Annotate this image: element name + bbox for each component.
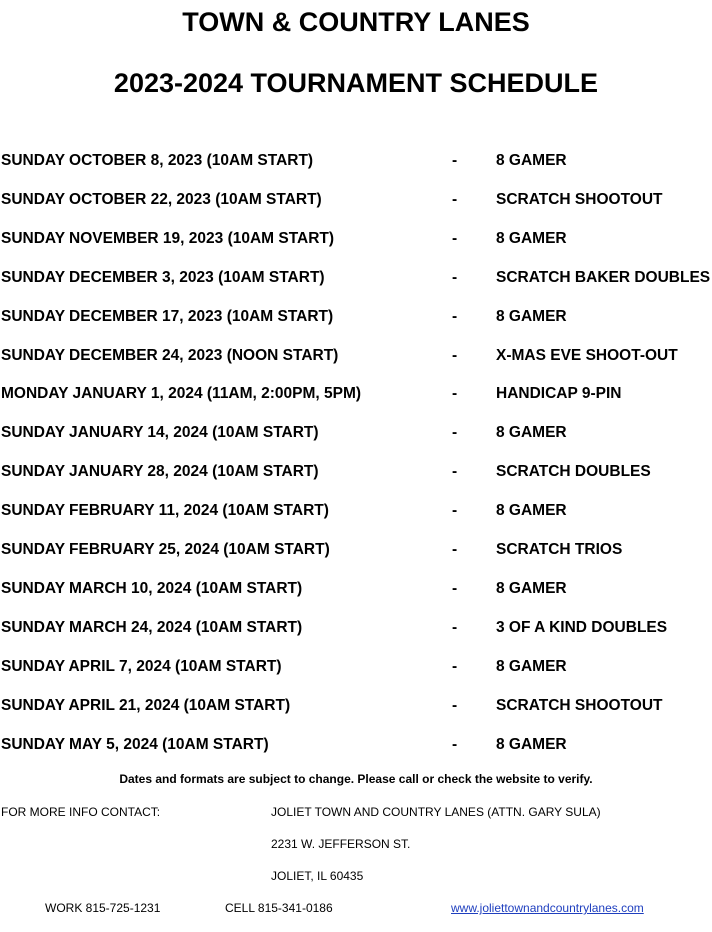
cell-phone: CELL 815-341-0186: [225, 901, 333, 915]
schedule-event: SCRATCH TRIOS: [496, 541, 623, 558]
schedule-date: SUNDAY FEBRUARY 11, 2024 (10AM START): [1, 502, 329, 520]
schedule-row: [0, 459, 712, 485]
schedule-date: MONDAY JANUARY 1, 2024 (11AM, 2:00PM, 5PM): [1, 385, 362, 403]
schedule-separator: -: [452, 696, 458, 714]
schedule-date: SUNDAY JANUARY 28, 2024 (10AM START): [1, 463, 319, 481]
schedule-date: SUNDAY APRIL 7, 2024 (10AM START): [1, 657, 282, 675]
schedule-row: [0, 732, 712, 758]
contact-name: JOLIET TOWN AND COUNTRY LANES (ATTN. GARY SULA): [271, 805, 601, 819]
schedule-event: 3 OF A KIND DOUBLES: [496, 618, 668, 636]
schedule-row: [0, 576, 712, 602]
schedule-separator: -: [452, 385, 458, 403]
schedule-row: [0, 381, 712, 407]
schedule-event: SCRATCH SHOOTOUT: [496, 696, 663, 714]
schedule-event: 8 GAMER: [496, 579, 567, 597]
work-phone: WORK 815-725-1231: [45, 901, 161, 915]
schedule-separator: -: [452, 229, 458, 247]
schedule-event: 8 GAMER: [496, 229, 567, 247]
schedule-row: [0, 343, 712, 369]
schedule-event: SCRATCH BAKER DOUBLES: [496, 268, 711, 286]
schedule-separator: -: [452, 541, 458, 558]
schedule-row: [0, 304, 712, 330]
schedule-date: SUNDAY NOVEMBER 19, 2023 (10AM START): [1, 229, 335, 247]
schedule-date: SUNDAY FEBRUARY 25, 2024 (10AM START): [1, 541, 330, 558]
schedule-event: SCRATCH DOUBLES: [496, 463, 651, 481]
schedule-date: SUNDAY MARCH 10, 2024 (10AM START): [1, 579, 303, 597]
schedule-separator: -: [452, 268, 458, 286]
schedule-date: SUNDAY JANUARY 14, 2024 (10AM START): [1, 424, 319, 442]
schedule-row: [0, 693, 712, 719]
schedule-separator: -: [452, 618, 458, 636]
schedule-event: 8 GAMER: [496, 152, 567, 169]
schedule-separator: -: [452, 735, 458, 753]
disclaimer-text: Dates and formats are subject to change. Please call or check the website to verify.: [119, 772, 593, 786]
contact-street-address: 2231 W. JEFFERSON ST.: [271, 837, 411, 851]
schedule-date: SUNDAY DECEMBER 17, 2023 (10AM START): [1, 307, 334, 325]
schedule-date: SUNDAY OCTOBER 22, 2023 (10AM START): [1, 190, 322, 208]
schedule-event: 8 GAMER: [496, 735, 567, 753]
schedule-separator: -: [452, 346, 458, 364]
schedule-separator: -: [452, 463, 458, 481]
schedule-row: [0, 226, 712, 252]
schedule-separator: -: [452, 190, 458, 208]
schedule-date: SUNDAY MARCH 24, 2024 (10AM START): [1, 618, 303, 636]
website-link[interactable]: www.joliettownandcountrylanes.com: [451, 901, 644, 915]
schedule-event: HANDICAP 9-PIN: [496, 385, 622, 403]
schedule-separator: -: [452, 579, 458, 597]
schedule-event: X-MAS EVE SHOOT-OUT: [496, 346, 678, 364]
schedule-separator: -: [452, 502, 458, 520]
schedule-row: [0, 148, 712, 174]
schedule-title: 2023-2024 TOURNAMENT SCHEDULE: [113, 68, 599, 98]
schedule-row: [0, 615, 712, 641]
contact-city-address: JOLIET, IL 60435: [271, 869, 364, 883]
schedule-date: SUNDAY APRIL 21, 2024 (10AM START): [1, 696, 291, 714]
schedule-row: [0, 498, 712, 524]
schedule-event: 8 GAMER: [496, 307, 567, 325]
schedule-separator: -: [452, 657, 458, 675]
schedule-date: SUNDAY OCTOBER 8, 2023 (10AM START): [1, 152, 314, 169]
schedule-row: [0, 537, 712, 563]
contact-label: FOR MORE INFO CONTACT:: [1, 805, 161, 819]
schedule-date: SUNDAY DECEMBER 3, 2023 (10AM START): [1, 268, 325, 286]
schedule-event: 8 GAMER: [496, 502, 567, 520]
venue-title: TOWN & COUNTRY LANES: [182, 7, 530, 37]
schedule-row: [0, 187, 712, 213]
schedule-event: 8 GAMER: [496, 657, 567, 675]
schedule-separator: -: [452, 152, 458, 169]
schedule-row: [0, 265, 712, 291]
schedule-row: [0, 420, 712, 446]
schedule-separator: -: [452, 424, 458, 442]
schedule-date: SUNDAY MAY 5, 2024 (10AM START): [1, 735, 269, 753]
schedule-event: SCRATCH SHOOTOUT: [496, 190, 663, 208]
schedule-row: [0, 654, 712, 680]
schedule-event: 8 GAMER: [496, 424, 567, 442]
schedule-separator: -: [452, 307, 458, 325]
schedule-date: SUNDAY DECEMBER 24, 2023 (NOON START): [1, 346, 339, 364]
